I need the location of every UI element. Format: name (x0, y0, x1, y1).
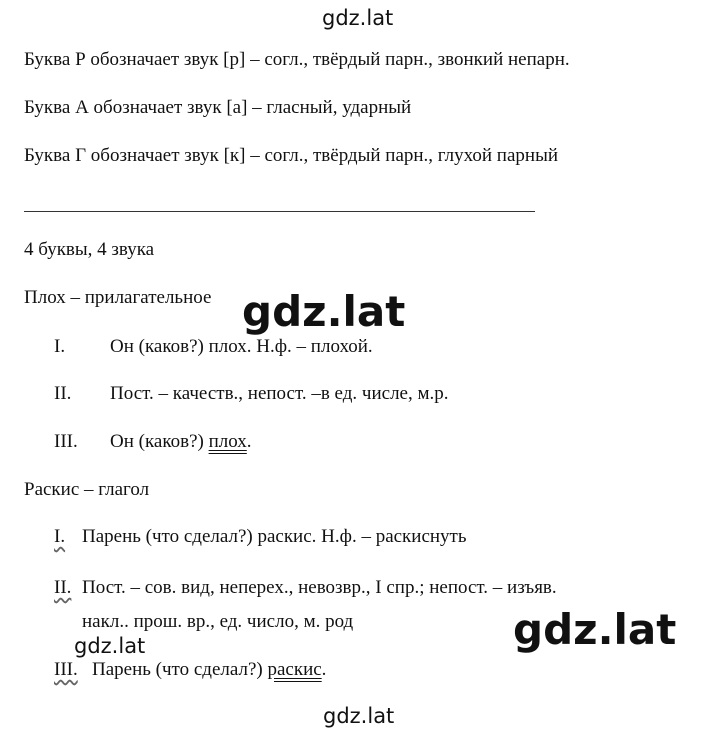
letter-line-a: Буква А обозначает звук [а] – гласный, ударный (24, 97, 412, 118)
raskis-item-1-number: I. (54, 526, 66, 547)
letter-line-r: Буква Р обозначает звук [р] – согл., твёрдый парн., звонкий непарн. (24, 49, 570, 70)
watermark-right: gdz.lat (513, 605, 677, 654)
plokh-heading: Плох – прилагательное (24, 287, 212, 308)
watermark-middle: gdz.lat (242, 287, 406, 336)
raskis-item-3-number: III. (54, 659, 78, 680)
watermark-top: gdz.lat (322, 6, 394, 30)
raskis-item-2-line-2: накл.. прош. вр., ед. число, м. род (82, 611, 354, 632)
watermark-bottom: gdz.lat (323, 704, 395, 728)
raskis-item-2-number: II. (54, 577, 72, 598)
raskis-heading: Раскис – глагол (24, 479, 150, 500)
raskis-item-3-text (92, 660, 326, 679)
raskis-predicate-underlined: раскис (267, 659, 322, 680)
letter-line-g: Буква Г обозначает звук [к] – согл., твёрдый парн., глухой парный (24, 145, 559, 166)
divider-line (24, 211, 535, 212)
raskis-item-2-line-1: Пост. – сов. вид, неперех., невозвр., I спр.; непост. – изъяв. (82, 577, 557, 598)
raskis-item-3-suffix: . (321, 659, 327, 680)
watermark-lower-left: gdz.lat (74, 634, 146, 658)
plokh-item-2-number: II. (54, 383, 72, 404)
raskis-item-1-text: Парень (что сделал?) раскис. Н.ф. – раскиснуть (82, 526, 467, 547)
raskis-item-3-prefix: Парень (что сделал?) (92, 659, 268, 680)
plokh-predicate-underlined: плох (208, 431, 247, 452)
summary-count: 4 буквы, 4 звука (24, 239, 155, 260)
plokh-item-1-text: Он (каков?) плох. Н.ф. – плохой. (110, 336, 373, 357)
plokh-item-1-number: I. (54, 336, 66, 357)
plokh-item-3-suffix: . (246, 431, 252, 452)
plokh-item-3-prefix: Он (каков?) (110, 431, 209, 452)
plokh-item-3-number: III. (54, 431, 78, 452)
plokh-item-3-text (110, 432, 252, 451)
plokh-item-2-text: Пост. – качеств., непост. –в ед. числе, м.р. (110, 383, 449, 404)
